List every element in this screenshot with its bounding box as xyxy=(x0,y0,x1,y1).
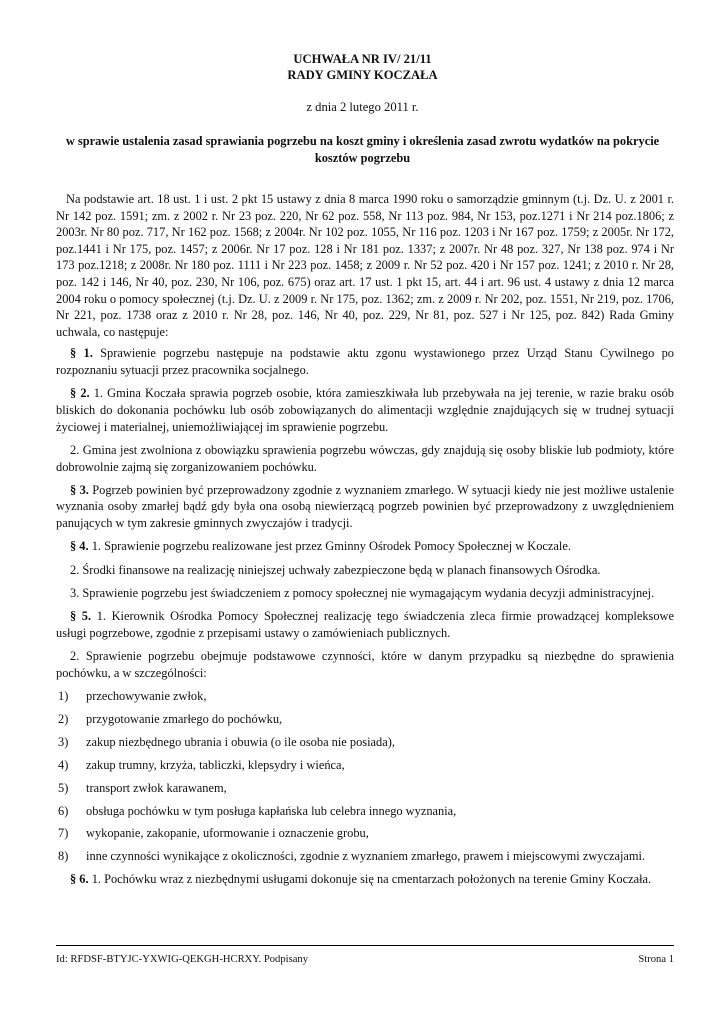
list-item: 3) zakup niezbędnego ubrania i obuwia (o ile osoba nie posiada), xyxy=(58,734,395,749)
activities-list xyxy=(56,688,674,865)
section-sign: § 6. xyxy=(70,872,89,887)
list-item: 5) transport zwłok karawanem, xyxy=(58,780,227,795)
document-id: Id: RFDSF-BTYJC-YXWIG-QEKGH-HCRXY. Podpisany xyxy=(56,954,309,965)
page-footer xyxy=(56,953,674,967)
section-2-point-2: 2. Gmina jest zwolniona z obowiązku sprawienia pogrzebu wówczas, gdy znajdują się osoby bliskie lub podmioty, które dobrowolnie zajmą się zorganizowaniem pochówku. xyxy=(56,442,674,474)
section-4-point-2: 2. Środki finansowe na realizację niniejszej uchwały zabezpieczone będą w planach finansowych Ośrodka. xyxy=(70,562,601,577)
section-text: 1. Sprawienie pogrzebu realizowane jest przez Gminny Ośrodek Pomocy Społecznej w Koczale. xyxy=(88,539,571,554)
list-item: 7) wykopanie, zakopanie, uformowanie i oznaczenie grobu, xyxy=(58,826,369,841)
resolution-subject: w sprawie ustalenia zasad sprawiania pogrzebu na koszt gminy i określenia zasad zwrotu wydatków na pokrycie kosztów pogrzebu xyxy=(65,134,660,165)
list-item: 4) zakup trumny, krzyża, tabliczki, klepsydry i wieńca, xyxy=(58,757,345,772)
list-item: 8) inne czynności wynikające z okoliczności, zgodnie z wyznaniem zmarłego, prawem i miejscowymi zwyczajami. xyxy=(58,849,646,864)
document-body xyxy=(56,191,674,895)
section-text: 1. Gmina Koczała sprawia pogrzeb osobie, która zamieszkiwała lub przebywała na jej terenie, w razie braku osób bliskich do dokonania pochówku lub osób zobowiązanych do alimentacji względnie znajdujących się w trudnej sytuacji życiowej i materialnej, uniemożliwiającej im sprawienie pogrzebu. xyxy=(56,386,674,434)
section-text: Sprawienie pogrzebu następuje na podstawie aktu zgonu wystawionego przez Urząd Stanu Cywilnego po rozpoznaniu sytuacji przez pracownika socjalnego. xyxy=(56,346,674,378)
resolution-title xyxy=(0,52,725,83)
section-4 xyxy=(56,538,674,555)
section-text: 1. Pochówku wraz z niezbędnymi usługami dokonuje się na cmentarzach położonych na terenie Gminy Koczała. xyxy=(88,872,652,887)
resolution-date: z dnia 2 lutego 2011 r. xyxy=(306,100,419,114)
section-sign: § 1. xyxy=(70,346,93,361)
section-6 xyxy=(56,871,674,888)
page-number: Strona 1 xyxy=(638,954,674,965)
title-line-1: UCHWAŁA NR IV/ 21/11 xyxy=(293,52,432,66)
section-3 xyxy=(56,482,674,532)
section-sign: § 3. xyxy=(70,482,89,497)
section-sign: § 2. xyxy=(70,386,90,401)
title-line-2: RADY GMINY KOCZAŁA xyxy=(287,67,438,82)
section-2 xyxy=(56,385,674,435)
section-text: Pogrzeb powinien być przeprowadzony zgodnie z wyznaniem zmarłego. W sytuacji kiedy nie jest możliwe ustalenie wyznania osoby zmarłej bądź gdy była ona osobą niewierzącą pogrzeb powinien być przeprowadzony z uwzględnieniem panujących w tym zakresie gminnych zwyczajów i tradycji. xyxy=(56,482,674,531)
section-text: 1. Kierownik Ośrodka Pomocy Społecznej realizację tego świadczenia zleca firmie prowadzącej kompleksowe usługi pogrzebowe, zgodnie z przepisami ustawy o zamówieniach publicznych. xyxy=(56,609,674,640)
section-5-point-2: 2. Sprawienie pogrzebu obejmuje podstawowe czynności, które w danym przypadku są niezbędne do sprawienia pochówku, a w szczególności: xyxy=(56,649,674,680)
section-sign: § 4. xyxy=(70,539,89,554)
list-item: 1) przechowywanie zwłok, xyxy=(58,689,207,704)
legal-basis-paragraph: Na podstawie art. 18 ust. 1 i ust. 2 pkt 15 ustawy z dnia 8 marca 1990 roku o samorządzie gminnym (t.j. Dz. U. z 2001 r. Nr 142 poz. 1591; zm. z 2002 r. Nr 23 poz. 220, Nr 62 poz. 558, Nr 113 poz. 984, Nr 153, poz.1271 i Nr 214 poz.1806; z 2003r. Nr 80 poz. 717, Nr 162 poz. 1568; z 2004r. Nr 102 poz. 1055, Nr 116 poz. 1203 i Nr 167 poz. 1759; z 2005r. Nr 172, poz.1441 i Nr 175, poz. 1457; z 2006r. Nr 17 poz. 128 i Nr 181 poz. 1337; z 2007r. Nr 48 poz. 327, Nr 138 poz. 974 i Nr 173 poz.1218; z 2008r. Nr 180 poz. 1111 i Nr 223 poz. 1458; z 2009 r. Nr 52 poz. 420 i Nr 157 poz. 1241; z 2010 r. Nr 28, poz. 142 i 146, Nr 40, poz. 230, Nr 106, poz. 675) oraz art. 17 ust. 1 pkt 15, art. 44 i art. 96 ust. 4 ustawy z dnia 12 marca 2004 roku o pomocy społecznej (t.j. Dz. U. z 2009 r. Nr 175, poz. 1362; zm. z 2009 r. Nr 202, poz. 1551, Nr 219, poz. 1706, Nr 221, poz. 1738 oraz z 2010 r. Nr 28, poz. 146, Nr 40, poz. 229, Nr 81, poz. 527 i Nr 125, poz. 842) Rada Gminy uchwala, co następuje: xyxy=(56,192,674,339)
list-item: 2) przygotowanie zmarłego do pochówku, xyxy=(58,711,283,726)
section-4-point-3: 3. Sprawienie pogrzebu jest świadczeniem z pomocy społecznej nie wymagającym wydania decyzji administracyjnej. xyxy=(70,585,655,600)
section-5 xyxy=(56,608,674,641)
list-item: 6) obsługa pochówku w tym posługa kapłańska lub celebra innego wyznania, xyxy=(58,803,457,818)
section-sign: § 5. xyxy=(70,609,92,624)
footer-divider xyxy=(56,945,674,946)
section-1 xyxy=(56,345,674,378)
